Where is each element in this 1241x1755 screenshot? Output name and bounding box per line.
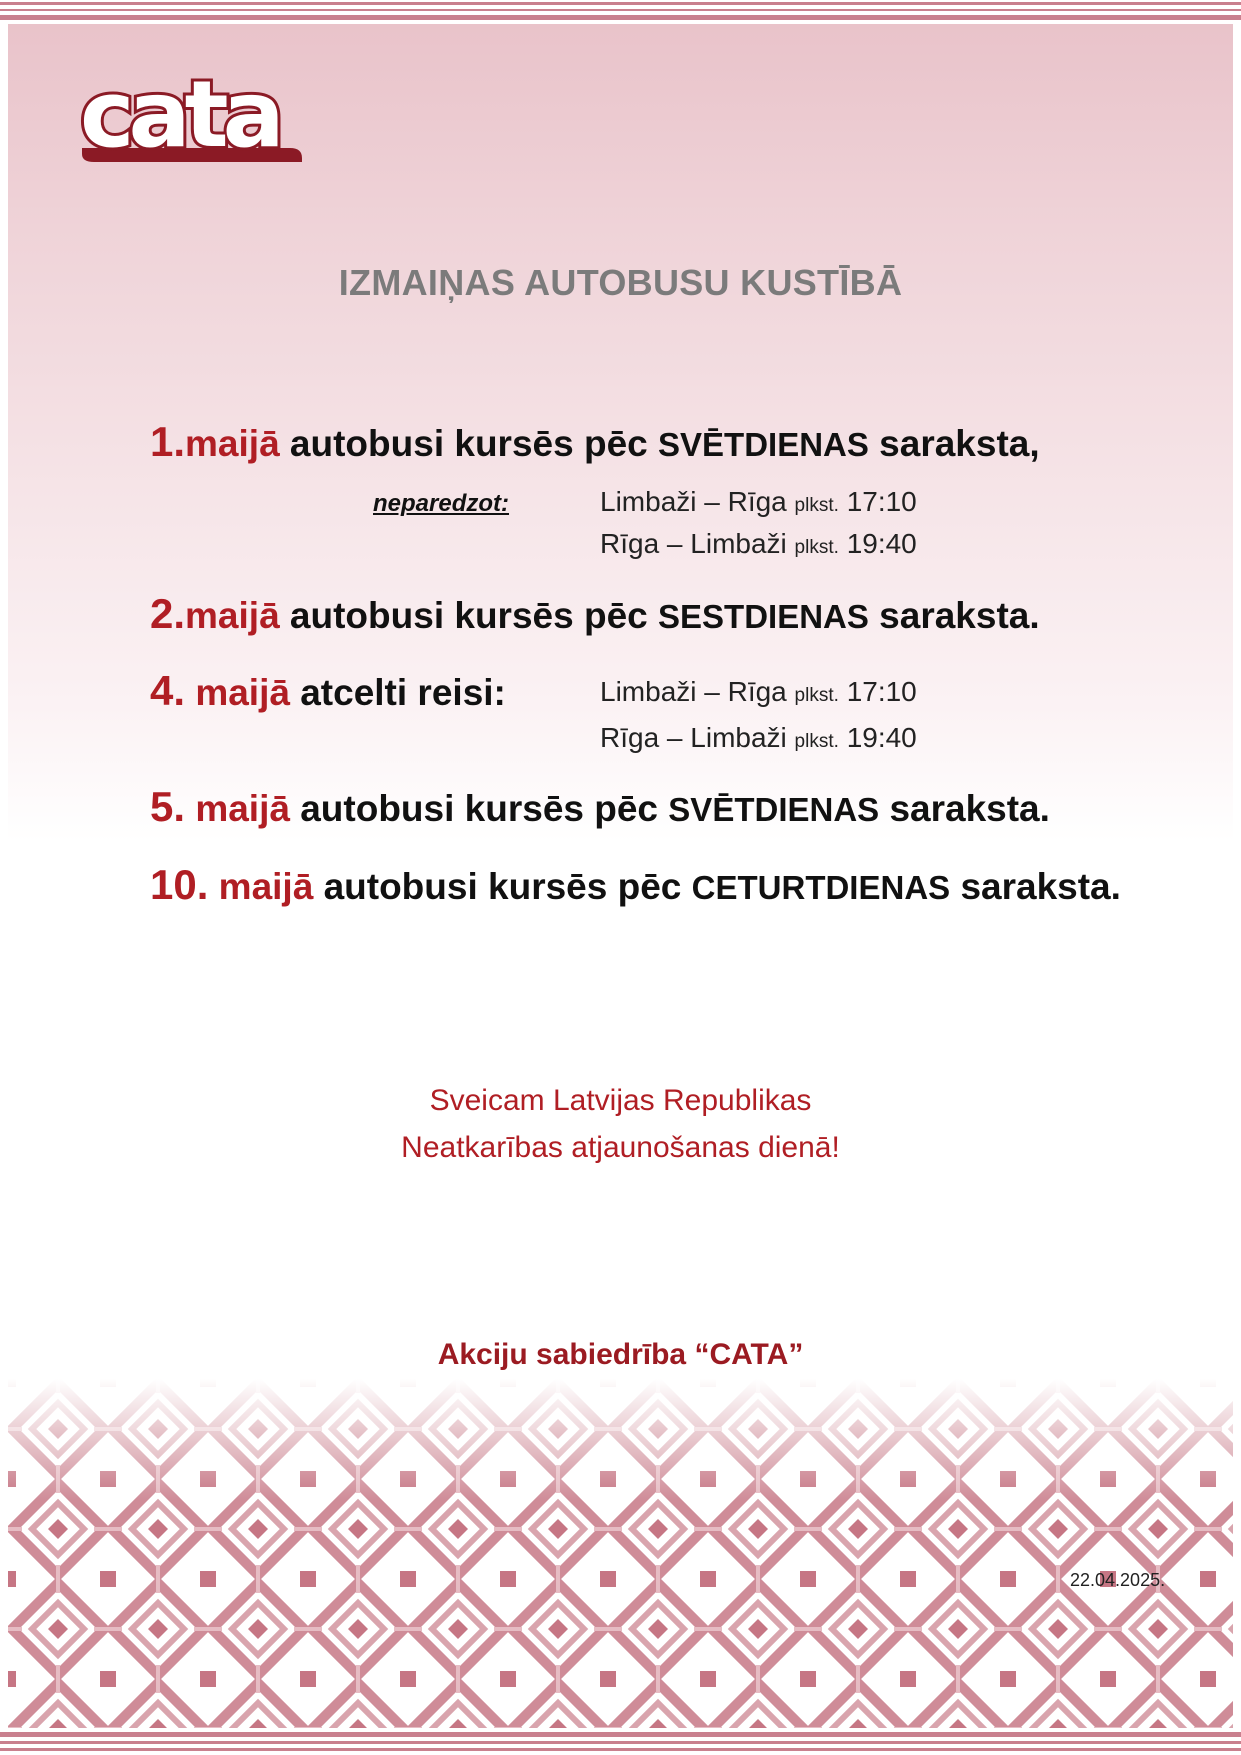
page-title: IZMAIŅAS AUTOBUSU KUSTĪBĀ — [338, 262, 903, 303]
route-row — [600, 676, 917, 708]
item-10-text-a: autobusi kursēs pēc — [313, 866, 692, 907]
route-name: Limbaži – Rīga — [600, 486, 787, 517]
item-1-text-b: saraksta, — [868, 423, 1040, 464]
notice-item-5 — [150, 783, 1050, 831]
item-2-text-a: autobusi kursēs pēc — [279, 595, 659, 636]
company-signature: Akciju sabiedrība “CATA” — [437, 1338, 804, 1371]
route-at: plkst. — [794, 731, 839, 752]
route-row — [600, 486, 917, 518]
item-10-text-b: saraksta. — [950, 866, 1121, 907]
item-10-day: maijā — [218, 866, 314, 907]
item-1-schedule: SVĒTDIENAS — [658, 426, 869, 463]
item-2-number: 2. — [150, 590, 186, 637]
route-time: 17:10 — [846, 486, 917, 517]
item-1-text-a: autobusi kursēs pēc — [279, 423, 659, 464]
item-5-text-b: saraksta. — [879, 788, 1050, 829]
route-time: 17:10 — [846, 676, 917, 707]
issue-date: 22.04.2025. — [1070, 1570, 1166, 1590]
notice-item-2 — [150, 590, 1040, 638]
item-2-schedule: SESTDIENAS — [658, 598, 869, 635]
item-5-day: maijā — [195, 788, 290, 829]
route-time: 19:40 — [846, 528, 917, 559]
item-4-number: 4. — [150, 667, 186, 714]
notice-item-10 — [150, 861, 1121, 909]
item-4-text: atcelti reisi: — [289, 672, 506, 713]
route-at: plkst. — [794, 685, 839, 706]
route-at: plkst. — [794, 537, 839, 558]
item-5-number: 5. — [150, 783, 186, 830]
folk-ornament-pattern — [8, 1379, 1233, 1728]
item-1-day: maijā — [185, 423, 280, 464]
route-name: Limbaži – Rīga — [600, 676, 787, 707]
item-4-day: maijā — [195, 672, 290, 713]
greeting-line-2: Neatkarības atjaunošanas dienā! — [401, 1131, 840, 1164]
route-name: Rīga – Limbaži — [600, 722, 787, 753]
cata-logo — [80, 62, 310, 172]
notice-item-1 — [150, 418, 1040, 466]
top-border — [0, 0, 1241, 22]
route-row — [600, 528, 917, 560]
route-row — [600, 722, 917, 754]
item-10-number: 10. — [150, 861, 209, 908]
notice-item-4 — [150, 667, 506, 715]
item-5-text-a: autobusi kursēs pēc — [289, 788, 669, 829]
item-10-schedule: CETURTDIENAS — [691, 869, 951, 906]
route-at: plkst. — [794, 495, 839, 516]
item-1-number: 1. — [150, 418, 186, 465]
bottom-border — [0, 1730, 1241, 1755]
route-name: Rīga – Limbaži — [600, 528, 787, 559]
svg-text:cata: cata — [80, 62, 279, 168]
greeting-line-1: Sveicam Latvijas Republikas — [429, 1084, 812, 1117]
exclude-label: neparedzot: — [373, 490, 510, 517]
route-time: 19:40 — [846, 722, 917, 753]
item-5-schedule: SVĒTDIENAS — [668, 791, 880, 828]
item-2-text-b: saraksta. — [868, 595, 1040, 636]
item-2-day: maijā — [185, 595, 280, 636]
